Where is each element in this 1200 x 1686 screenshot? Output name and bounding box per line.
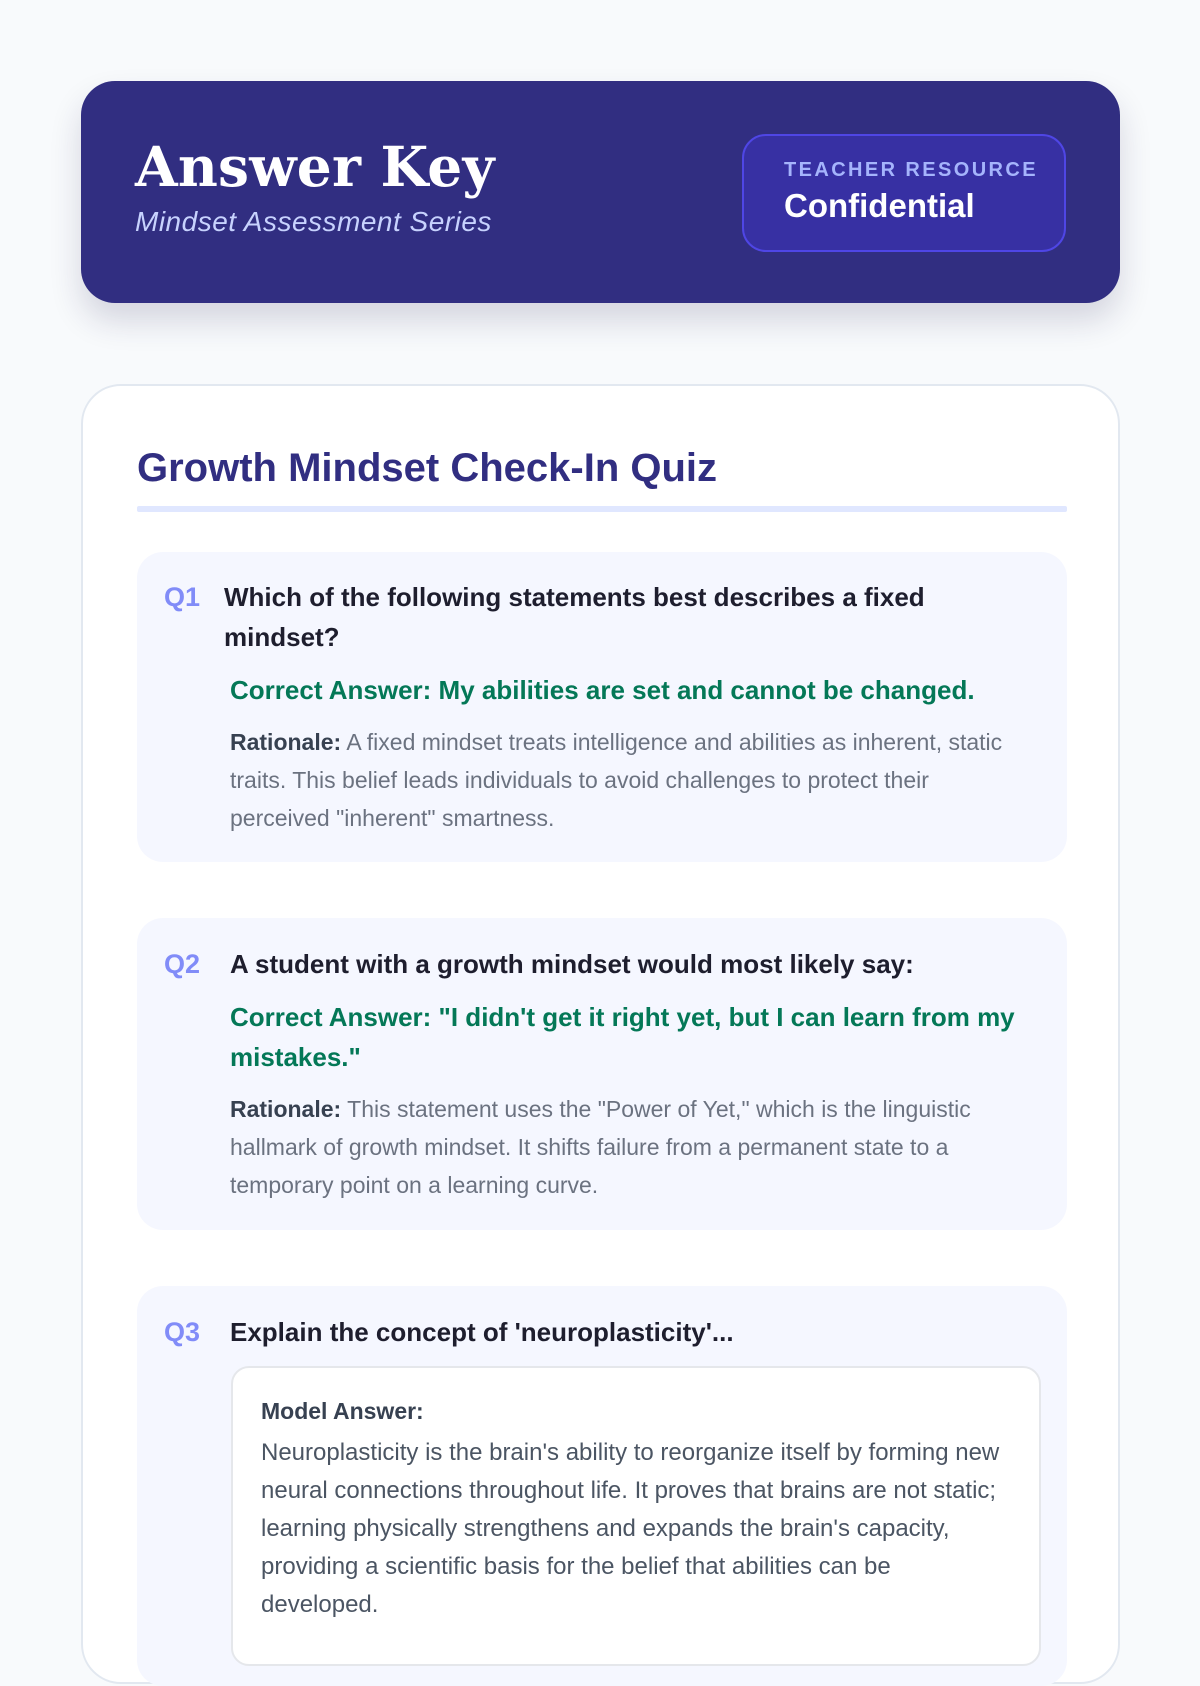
model-answer-label: Model Answer: <box>261 1398 424 1424</box>
quiz-card <box>81 384 1120 1684</box>
rationale-text: This statement uses the "Power of Yet," which is the linguistic hallmark of growth mindset. It shifts failure from a permanent state to a temporary point on a learning curve. <box>230 1096 971 1198</box>
title-divider <box>137 506 1067 512</box>
question-number: Q2 <box>164 949 201 979</box>
rationale <box>230 723 1035 837</box>
correct-answer: Correct Answer: My abilities are set and cannot be changed. <box>230 675 975 705</box>
confidential-badge <box>742 134 1066 252</box>
model-answer-text: Neuroplasticity is the brain's ability to reorganize itself by forming new neural connections throughout life. It proves that brains are not static; learning physically strengthens and expands the brain's capacity, providing a scientific basis for the belief that abilities can be developed. <box>261 1439 1000 1618</box>
question-text: A student with a growth mindset would most likely say: <box>230 949 914 979</box>
rationale-text: A fixed mindset treats intelligence and abilities as inherent, static traits. This belief leads individuals to avoid challenges to protect their perceived "inherent" smartness. <box>230 729 1003 831</box>
quiz-title: Growth Mindset Check-In Quiz <box>137 446 718 490</box>
question-text: Which of the following statements best describes a fixed mindset? <box>224 582 925 652</box>
rationale-label: Rationale: <box>230 729 342 755</box>
badge-label: TEACHER RESOURCE <box>784 159 1038 181</box>
rationale-label: Rationale: <box>230 1096 342 1122</box>
question-number: Q1 <box>164 582 201 612</box>
badge-value: Confidential <box>784 187 975 224</box>
question-card-2 <box>137 918 1067 1230</box>
model-answer-box <box>231 1366 1041 1666</box>
question-card-1 <box>137 552 1067 862</box>
correct-answer: Correct Answer: "I didn't get it right yet, but I can learn from my mistakes." <box>230 1002 1015 1072</box>
question-card-3 <box>137 1286 1067 1686</box>
question-text: Explain the concept of 'neuroplasticity'... <box>230 1317 734 1347</box>
page-title: Answer Key <box>135 134 495 199</box>
question-number: Q3 <box>164 1317 201 1347</box>
rationale <box>230 1090 1040 1204</box>
header-banner <box>81 81 1120 303</box>
page-subtitle: Mindset Assessment Series <box>135 206 492 237</box>
